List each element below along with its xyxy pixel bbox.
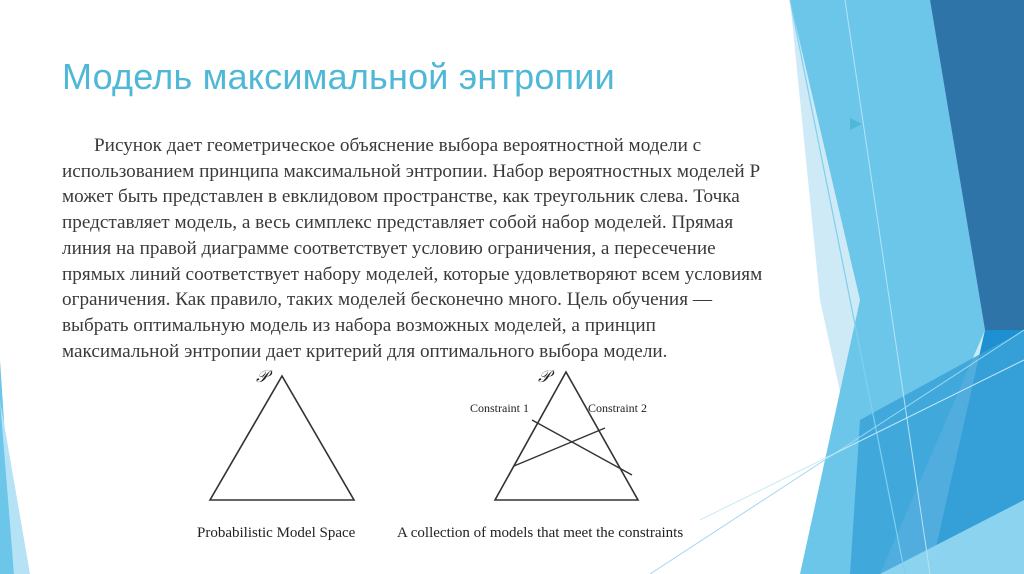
left-p-symbol: 𝒫 bbox=[256, 367, 269, 386]
constraint-2-label: Constraint 2 bbox=[588, 401, 647, 415]
body-line: прямых линий соответствует набору моделей, которые удовлетворяют всем условиям bbox=[62, 263, 763, 285]
body-line: максимальной энтропии дает критерий для оптимального выбора модели. bbox=[62, 340, 668, 362]
body-line: Рисунок дает геометрическое объяснение выбора вероятностной модели с bbox=[94, 135, 702, 156]
body-paragraph bbox=[62, 133, 862, 364]
slide-title: Модель максимальной энтропии bbox=[62, 56, 615, 97]
body-line: использованием принципа максимальной энтропии. Набор вероятностных моделей P bbox=[62, 160, 761, 182]
body-line: выбрать оптимальную модель из набора возможных моделей, а принцип bbox=[62, 314, 656, 336]
body-line: представляет модель, а весь симплекс представляет собой набор моделей. Прямая bbox=[62, 212, 734, 234]
bullet-triangle-icon bbox=[850, 118, 862, 130]
right-p-symbol: 𝒫 bbox=[538, 367, 551, 386]
left-diagram bbox=[197, 367, 356, 541]
model-space-triangle bbox=[210, 376, 354, 500]
left-caption: Probabilistic Model Space bbox=[197, 525, 356, 541]
constraint-2-line bbox=[514, 428, 605, 466]
constraint-triangle bbox=[495, 372, 638, 500]
body-line: линия на правой диаграмме соответствует условию ограничения, а пересечение bbox=[62, 237, 716, 259]
entropy-figure bbox=[190, 362, 750, 552]
constraint-1-label: Constraint 1 bbox=[470, 401, 529, 415]
body-line: ограничения. Как правило, таких моделей бесконечно много. Цель обучения — bbox=[62, 289, 713, 311]
body-line: может быть представлен в евклидовом пространстве, как треугольник слева. Точка bbox=[62, 186, 740, 208]
right-diagram bbox=[397, 367, 683, 541]
constraint-1-line bbox=[532, 420, 632, 475]
right-caption: A collection of models that meet the constraints bbox=[397, 525, 684, 541]
